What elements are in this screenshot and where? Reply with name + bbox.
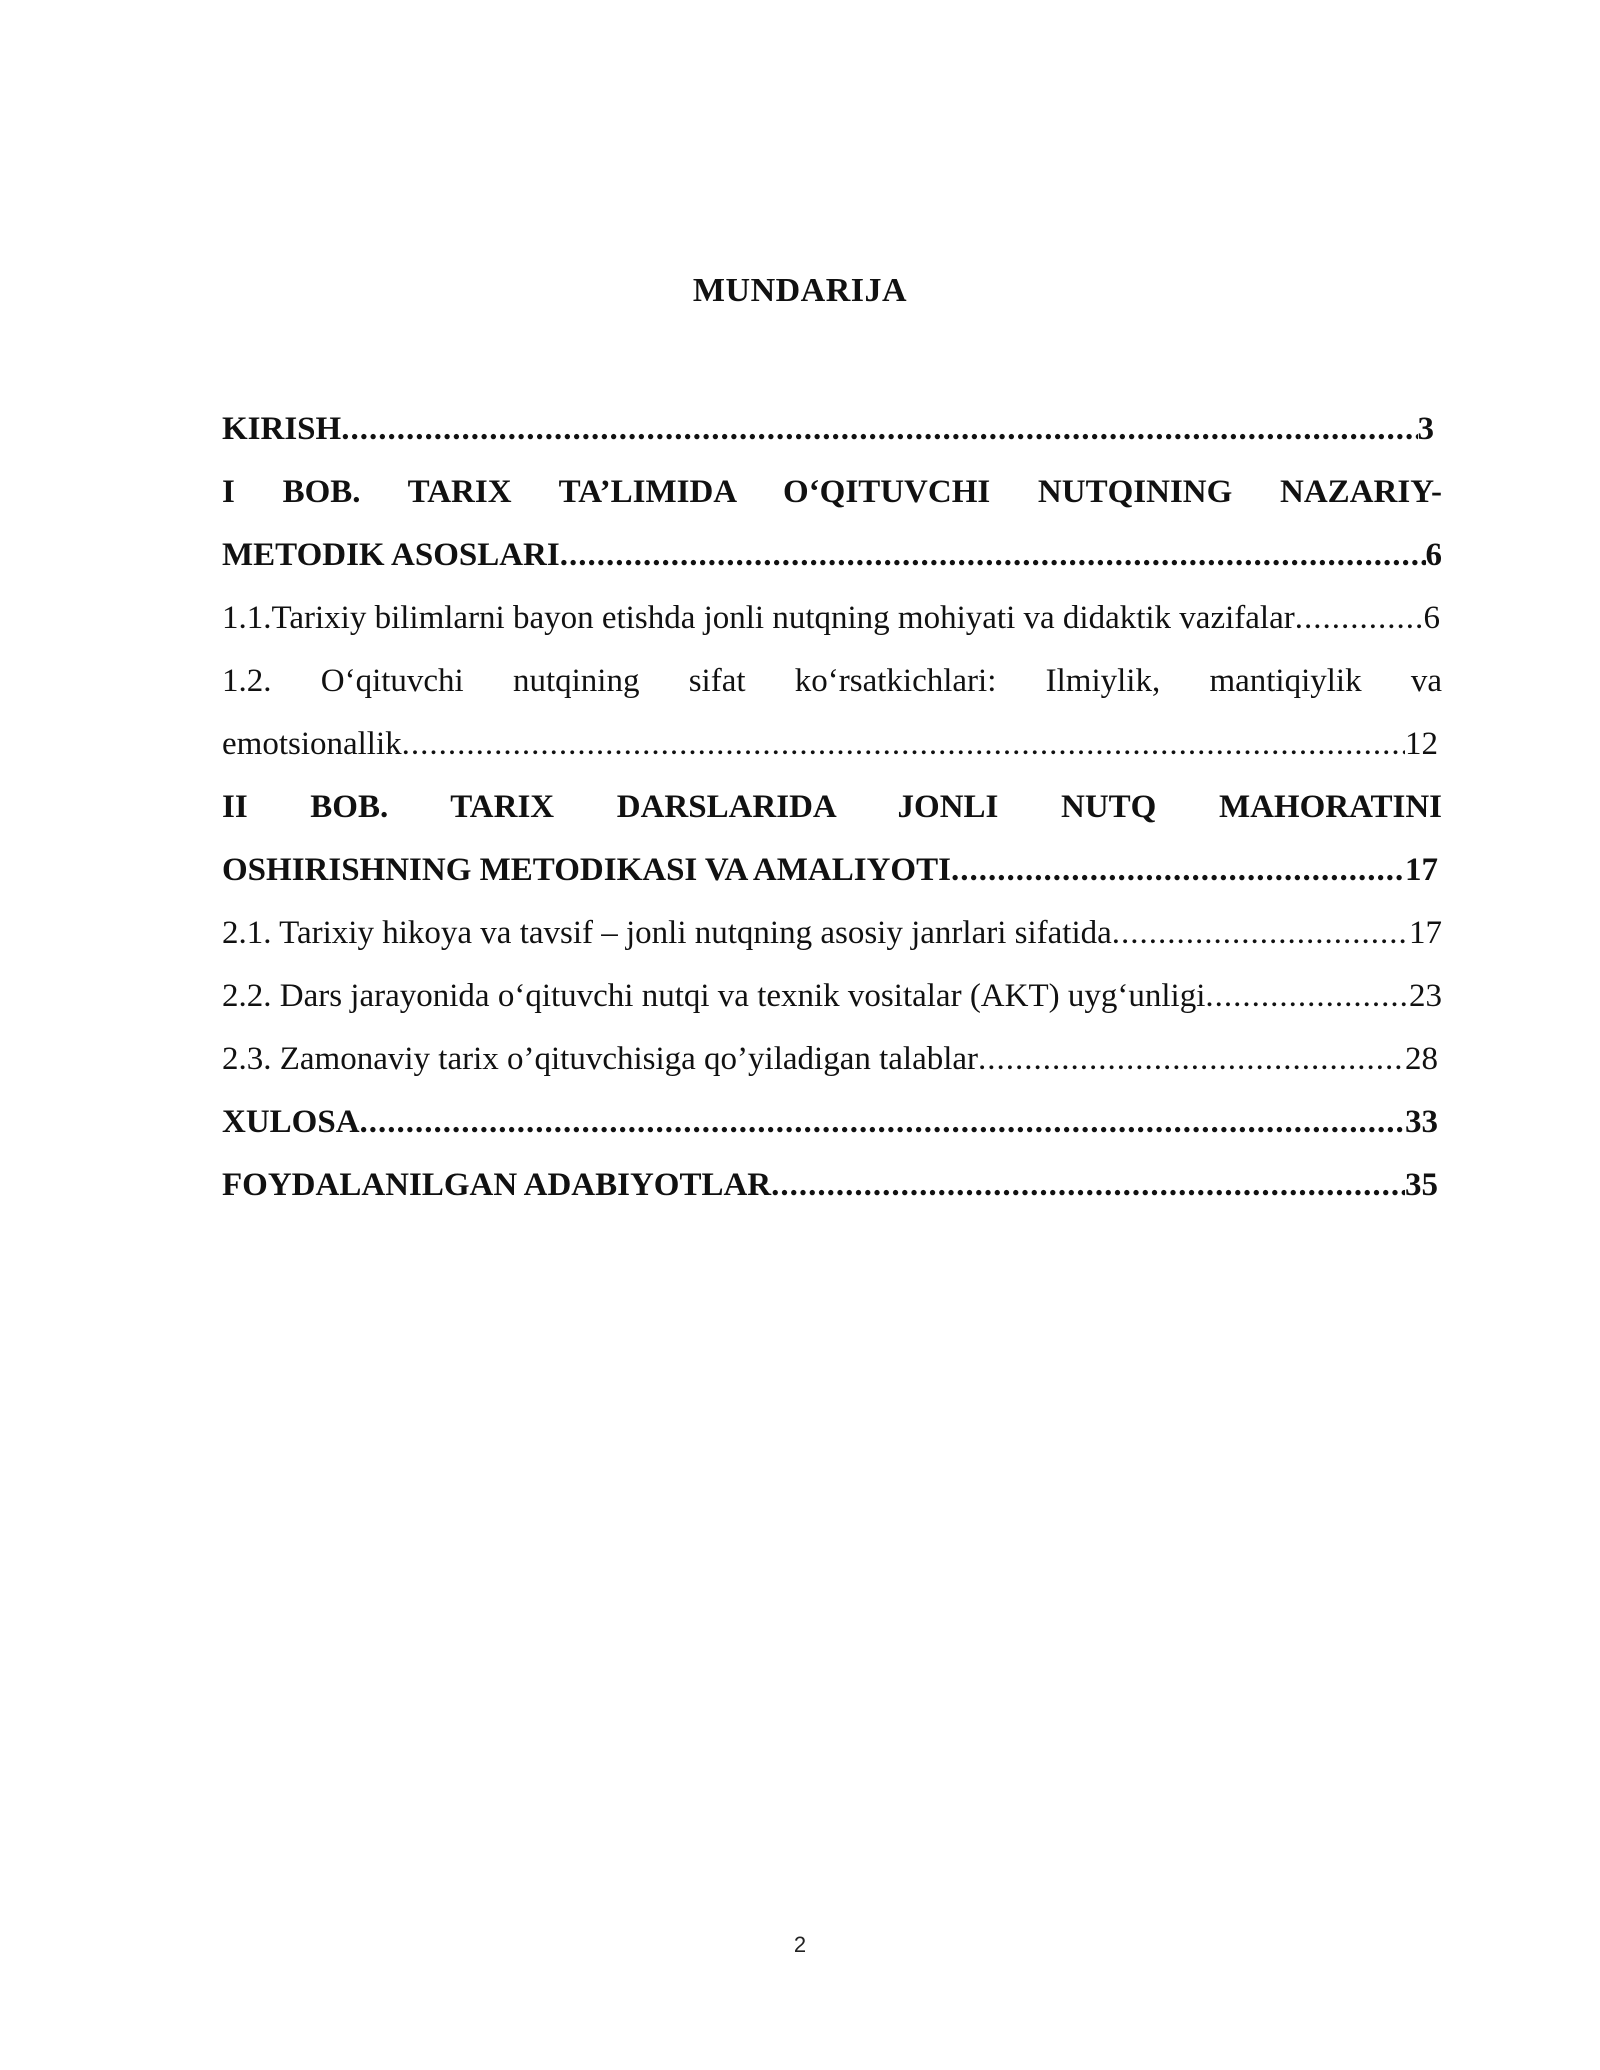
- dot-leader: [771, 1154, 1405, 1217]
- toc-entry-label: emotsionallik: [222, 726, 402, 762]
- toc-entry-section-2-2[interactable]: [222, 965, 1442, 1028]
- toc-entry-page: 17: [1409, 915, 1442, 951]
- dot-leader: [341, 398, 1417, 461]
- toc-entry-page: 12: [1405, 726, 1438, 762]
- dot-leader: [1112, 902, 1409, 965]
- toc-entry-adabiyotlar[interactable]: [222, 1154, 1438, 1217]
- dot-leader: [1205, 965, 1409, 1028]
- table-of-contents: [222, 398, 1442, 1217]
- toc-entry-label: 2.1. Tarixiy hikoya va tavsif – jonli nutqning asosiy janrlari sifatida: [222, 915, 1112, 951]
- toc-entry-chapter-1-line-1[interactable]: I BOB. TARIX TA’LIMIDA O‘QITUVCHI NUTQINING NAZARIY-: [222, 474, 1442, 510]
- toc-entry-label: KIRISH: [222, 411, 342, 447]
- toc-entry-page: 35: [1405, 1167, 1438, 1203]
- toc-entry-page: 6: [1425, 537, 1442, 573]
- toc-entry-section-1-2-line-1[interactable]: 1.2. O‘qituvchi nutqining sifat ko‘rsatkichlari: Ilmiylik, mantiqiylik va: [222, 663, 1442, 699]
- toc-entry-section-2-1[interactable]: [222, 902, 1442, 965]
- toc-entry-label: OSHIRISHNING METODIKASI VA AMALIYOTI: [222, 852, 951, 888]
- toc-entry-label: 2.2. Dars jarayonida o‘qituvchi nutqi va texnik vositalar (AKT) uyg‘unligi: [222, 978, 1206, 1014]
- toc-entry-xulosa[interactable]: [222, 1091, 1438, 1154]
- toc-entry-label: 2.3. Zamonaviy tarix o’qituvchisiga qo’yiladigan talablar: [222, 1041, 979, 1077]
- toc-entry-page: 33: [1405, 1104, 1438, 1140]
- page-number: 2: [793, 1932, 807, 1957]
- dot-leader: [951, 839, 1405, 902]
- dot-leader: [360, 1091, 1405, 1154]
- toc-entry-section-1-1[interactable]: [222, 587, 1440, 650]
- toc-entry-page: 3: [1417, 411, 1434, 447]
- toc-entry-label: METODIK ASOSLARI: [222, 537, 560, 573]
- toc-entry-chapter-2-line-2[interactable]: [222, 839, 1438, 902]
- dot-leader: [978, 1028, 1405, 1091]
- toc-entry-section-1-2-line-2[interactable]: [222, 713, 1438, 776]
- toc-entry-chapter-1-line-2[interactable]: [222, 524, 1442, 587]
- toc-entry-page: 17: [1405, 852, 1438, 888]
- toc-entry-label: 1.1.Tarixiy bilimlarni bayon etishda jonli nutqning mohiyati va didaktik vazifalar: [222, 600, 1295, 636]
- toc-entry-chapter-2-line-1[interactable]: II BOB. TARIX DARSLARIDA JONLI NUTQ MAHORATINI: [222, 789, 1442, 825]
- toc-entry-label: FOYDALANILGAN ADABIYOTLAR: [222, 1167, 772, 1203]
- dot-leader: [1295, 587, 1424, 650]
- page-title: MUNDARIJA: [692, 272, 908, 309]
- toc-entry-page: 28: [1405, 1041, 1438, 1077]
- toc-entry-section-2-3[interactable]: [222, 1028, 1438, 1091]
- toc-entry-page: 23: [1409, 978, 1442, 1014]
- dot-leader: [560, 524, 1426, 587]
- toc-entry-page: 6: [1423, 600, 1440, 636]
- toc-entry-label: XULOSA: [222, 1104, 360, 1140]
- dot-leader: [402, 713, 1405, 776]
- toc-entry-kirish[interactable]: [222, 398, 1434, 461]
